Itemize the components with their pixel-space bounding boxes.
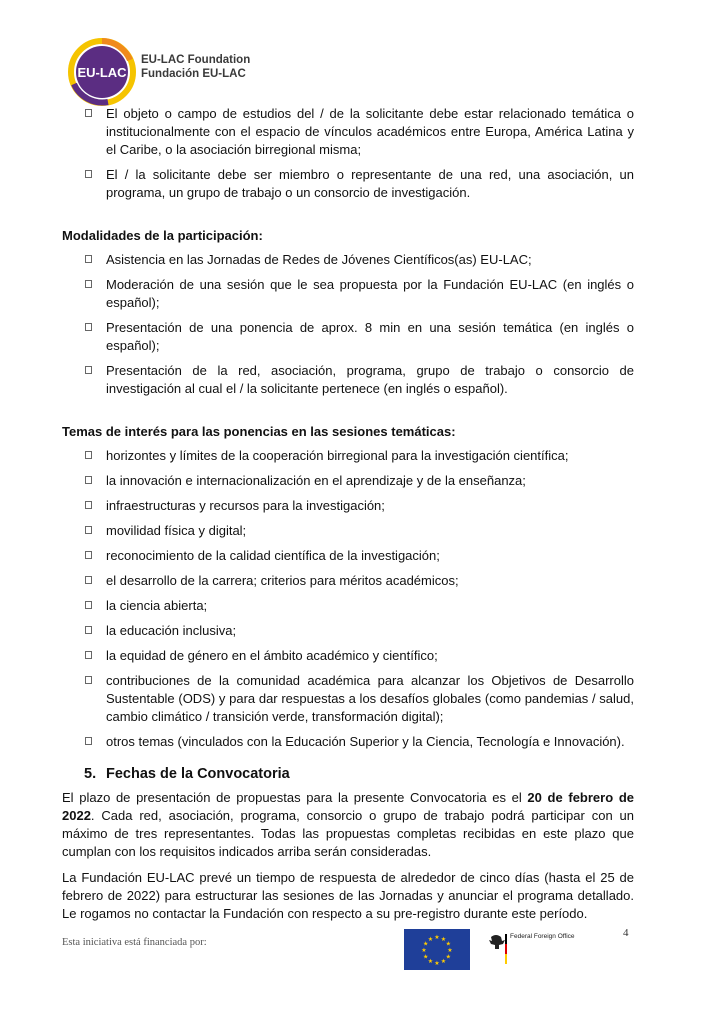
eu-flag-logo	[404, 929, 470, 970]
checkbox-bullet-icon	[85, 676, 92, 684]
requirements-list	[62, 105, 634, 202]
modalities-list	[62, 251, 634, 398]
list-item: la ciencia abierta;	[62, 597, 634, 615]
deadline-date: 20 de febrero de 2022	[62, 790, 634, 823]
section-5-heading	[62, 765, 634, 783]
page-number: 4	[623, 927, 629, 939]
svg-text:★: ★	[440, 958, 447, 966]
section-title: Fechas de la Convocatoria	[106, 766, 290, 782]
checkbox-bullet-icon	[85, 451, 92, 459]
list-item: Presentación de la red, asociación, programa, grupo de trabajo o consorcio de investigación al cual el / la solicitante pertenece (en inglés o español).	[62, 362, 634, 398]
svg-text:★: ★	[434, 960, 440, 967]
svg-text:★: ★	[434, 934, 440, 941]
checkbox-bullet-icon	[85, 601, 92, 609]
list-item: horizontes y límites de la cooperación birregional para la investigación científica;	[62, 447, 634, 465]
svg-text:★: ★	[423, 953, 429, 961]
list-item: el desarrollo de la carrera; criterios para méritos académicos;	[62, 572, 634, 590]
checkbox-bullet-icon	[85, 737, 92, 745]
list-item: El objeto o campo de estudios del / de la solicitante debe estar relacionado temática o institucionalmente con el espacio de vínculos académicos entre Europa, América Latina y el Caribe, o la asociación birregional misma;	[62, 105, 634, 159]
list-item: Presentación de una ponencia de aprox. 8 min en una sesión temática (en inglés o español);	[62, 319, 634, 355]
topics-heading: Temas de interés para las ponencias en las sesiones temáticas:	[62, 424, 456, 439]
svg-text:EU-LAC: EU-LAC	[77, 65, 127, 80]
list-item: Asistencia en las Jornadas de Redes de Jóvenes Científicos(as) EU-LAC;	[62, 251, 634, 269]
document-body	[62, 105, 634, 923]
svg-text:★: ★	[445, 953, 451, 961]
section-number: 5.	[84, 766, 97, 782]
eu-lac-logo	[68, 38, 136, 106]
funding-note: Esta iniciativa está financiada por:	[62, 937, 207, 948]
list-item: la innovación e internacionalización en el aprendizaje y de la enseñanza;	[62, 472, 634, 490]
list-item: contribuciones de la comunidad académica para alcanzar los Objetivos de Desarrollo Sustentable (ODS) y para dar respuestas a los desafíos globales (como pandemias / salud, cambio climático / transición verde, transformación digital);	[62, 672, 634, 726]
checkbox-bullet-icon	[85, 109, 92, 117]
list-item: la educación inclusiva;	[62, 622, 634, 640]
list-item: infraestructuras y recursos para la investigación;	[62, 497, 634, 515]
ffo-label: Federal Foreign Office	[510, 933, 575, 940]
svg-text:★: ★	[427, 958, 434, 966]
svg-text:★: ★	[440, 935, 447, 943]
deadline-paragraph: El plazo de presentación de propuestas para la presente Convocatoria es el 20 de febrero de 2022. Cada red, asociación, programa, consorcio o grupo de trabajo podrá participar con un máximo de tres representantes. Todas las propuestas completas recibidas en este plazo que cumplan con los requisitos indicados arriba serán consideradas.	[62, 790, 634, 859]
svg-text:★: ★	[423, 940, 429, 948]
checkbox-bullet-icon	[85, 651, 92, 659]
modalities-heading: Modalidades de la participación:	[62, 228, 263, 243]
org-name-en: EU-LAC Foundation	[141, 54, 251, 66]
svg-text:★: ★	[421, 947, 427, 954]
topics-list	[62, 447, 634, 751]
list-item: Moderación de una sesión que le sea propuesta por la Fundación EU-LAC (en inglés o español);	[62, 276, 634, 312]
checkbox-bullet-icon	[85, 551, 92, 559]
checkbox-bullet-icon	[85, 323, 92, 331]
svg-text:★: ★	[447, 947, 453, 954]
response-time-paragraph: La Fundación EU-LAC prevé un tiempo de respuesta de alrededor de cinco días (hasta el 25 de febrero de 2022) para estructurar las sesiones de las Jornadas y anunciar el programa detallado. Le rogamos no contactar la Fundación con respecto a su pre-registro durante este período.	[62, 870, 634, 921]
list-item: movilidad física y digital;	[62, 522, 634, 540]
checkbox-bullet-icon	[85, 526, 92, 534]
org-name	[141, 53, 250, 81]
list-item: reconocimiento de la calidad científica de la investigación;	[62, 547, 634, 565]
checkbox-bullet-icon	[85, 476, 92, 484]
svg-text:★: ★	[427, 935, 434, 943]
checkbox-bullet-icon	[85, 170, 92, 178]
checkbox-bullet-icon	[85, 366, 92, 374]
checkbox-bullet-icon	[85, 626, 92, 634]
list-item: El / la solicitante debe ser miembro o representante de una red, una asociación, un programa, un grupo de trabajo o un consorcio de investigación.	[62, 166, 634, 202]
checkbox-bullet-icon	[85, 501, 92, 509]
list-item: otros temas (vinculados con la Educación Superior y la Ciencia, Tecnología e Innovación).	[62, 733, 634, 751]
german-eagle-icon	[486, 932, 508, 972]
checkbox-bullet-icon	[85, 576, 92, 584]
org-name-es: Fundación EU-LAC	[141, 68, 246, 80]
svg-text:★: ★	[445, 940, 451, 948]
checkbox-bullet-icon	[85, 255, 92, 263]
list-item: la equidad de género en el ámbito académico y científico;	[62, 647, 634, 665]
checkbox-bullet-icon	[85, 280, 92, 288]
federal-foreign-office-logo	[486, 932, 596, 972]
